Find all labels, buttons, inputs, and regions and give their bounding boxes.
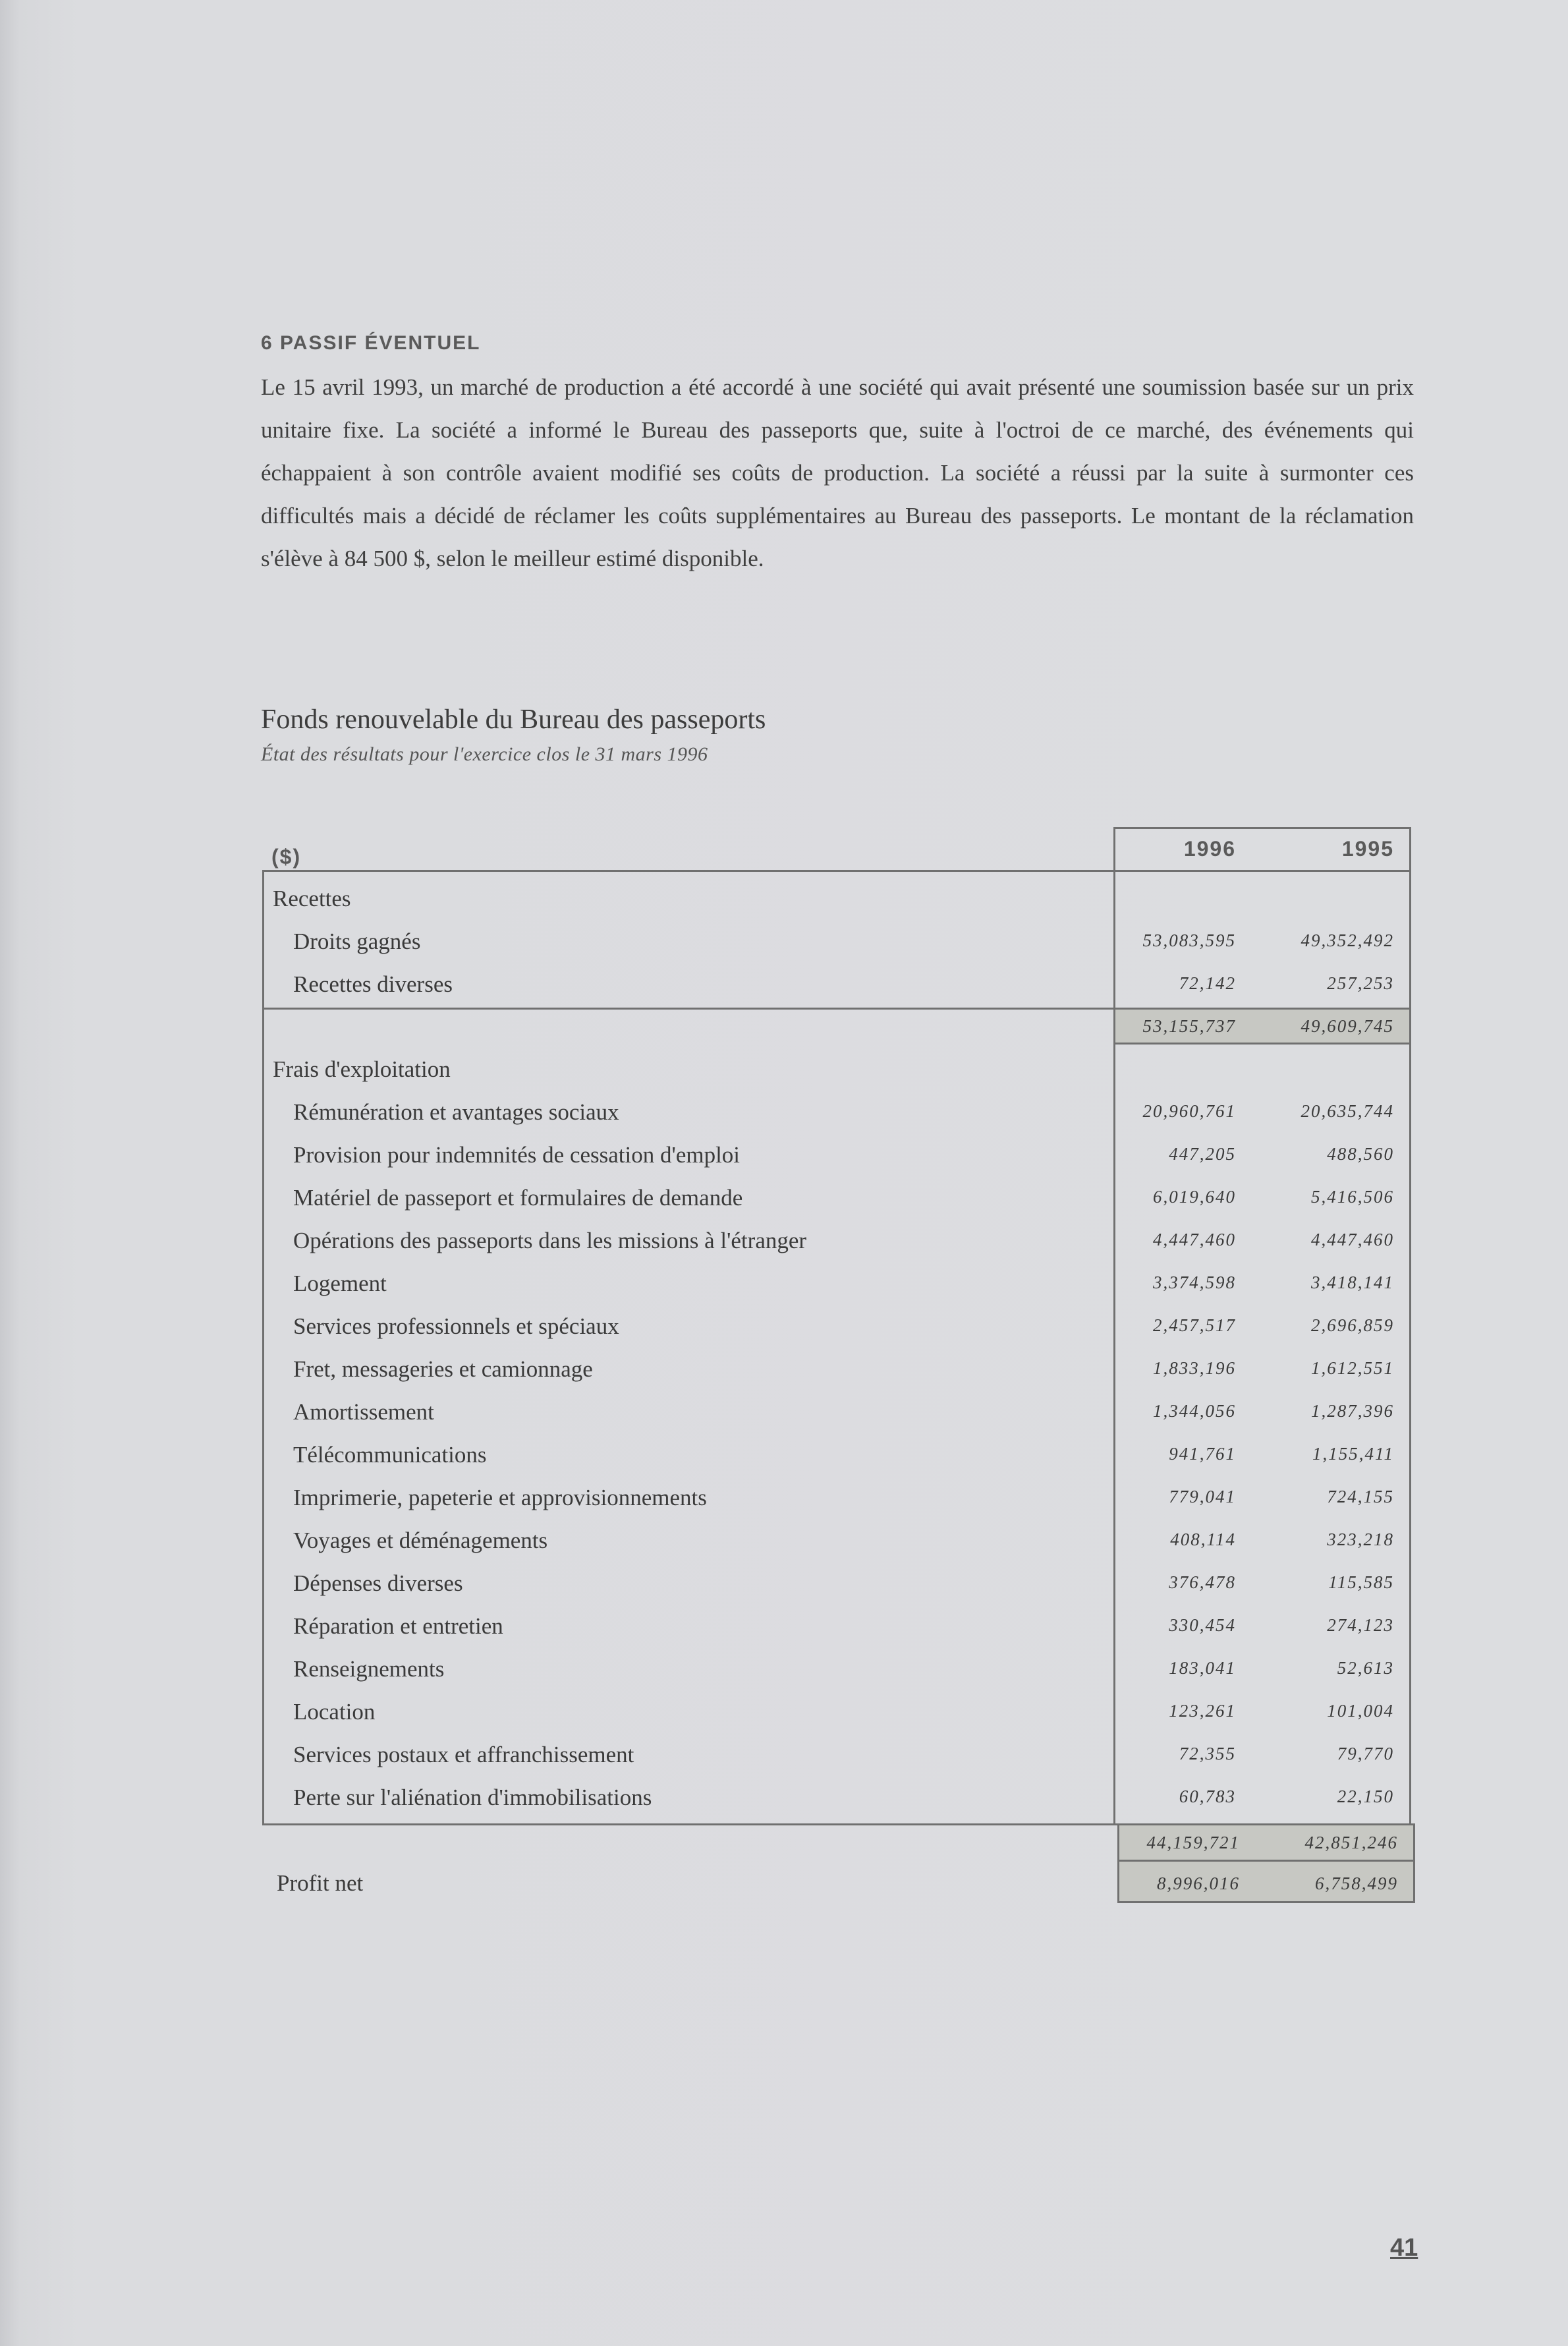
expense-row-label: Rémunération et avantages sociaux [293, 1099, 619, 1125]
expense-row-1996: 123,261 [1169, 1701, 1236, 1721]
expense-row-1995: 20,635,744 [1301, 1101, 1394, 1121]
expense-row-1995: 79,770 [1337, 1744, 1394, 1763]
expense-row-1995: 1,612,551 [1311, 1358, 1394, 1378]
revenue-section-label: Recettes [273, 886, 351, 911]
expense-row-1995: 1,155,411 [1312, 1444, 1394, 1464]
expense-row-1996: 72,355 [1179, 1744, 1236, 1763]
expense-row-1995: 22,150 [1337, 1787, 1394, 1806]
expense-row-1996: 2,457,517 [1153, 1315, 1236, 1335]
expense-row-1995: 488,560 [1327, 1144, 1394, 1164]
expense-row-1996: 20,960,761 [1142, 1101, 1236, 1121]
expense-row-label: Dépenses diverses [293, 1570, 463, 1596]
expenses-section-label: Frais d'exploitation [273, 1056, 451, 1082]
expense-row-1995: 2,696,859 [1311, 1315, 1394, 1335]
statement-subtitle: État des résultats pour l'exercice clos le 31 mars 1996 [261, 743, 708, 765]
expense-row-1995: 3,418,141 [1311, 1273, 1394, 1292]
revenue-row-1996: 53,083,595 [1142, 930, 1236, 950]
year-header-1995: 1995 [1341, 837, 1394, 861]
expense-row-1996: 1,833,196 [1153, 1358, 1236, 1378]
unit-label: ($) [271, 845, 302, 869]
net-profit-1995: 6,758,499 [1315, 1874, 1398, 1893]
expenses-total-1995: 42,851,246 [1304, 1833, 1398, 1852]
expense-row-1995: 5,416,506 [1311, 1187, 1394, 1207]
expense-row-label: Perte sur l'aliénation d'immobilisations [293, 1785, 652, 1810]
expense-row-label: Télécommunications [293, 1442, 487, 1468]
expense-row-label: Services professionnels et spéciaux [293, 1313, 619, 1339]
statement-title: Fonds renouvelable du Bureau des passeports [261, 704, 766, 735]
net-profit-label: Profit net [277, 1870, 364, 1896]
expense-row-1996: 447,205 [1169, 1144, 1236, 1164]
expense-row-label: Renseignements [293, 1656, 445, 1682]
expense-row-1996: 330,454 [1169, 1615, 1236, 1635]
expense-row-1995: 52,613 [1337, 1658, 1394, 1678]
revenue-row-label: Droits gagnés [293, 929, 421, 954]
expense-row-label: Fret, messageries et camionnage [293, 1356, 593, 1382]
revenue-row-1996: 72,142 [1179, 973, 1236, 993]
expense-row-1996: 941,761 [1169, 1444, 1236, 1464]
revenue-total-1995: 49,609,745 [1301, 1016, 1394, 1036]
expense-row-1996: 183,041 [1169, 1658, 1236, 1678]
net-profit-1996: 8,996,016 [1157, 1874, 1240, 1893]
revenue-row-1995: 49,352,492 [1301, 930, 1394, 950]
expense-row-1996: 408,114 [1170, 1530, 1236, 1549]
expense-row-1996: 376,478 [1169, 1572, 1236, 1592]
expense-row-label: Réparation et entretien [293, 1613, 503, 1639]
expense-row-1996: 3,374,598 [1153, 1273, 1236, 1292]
expense-row-label: Matériel de passeport et formulaires de demande [293, 1185, 743, 1211]
expense-row-label: Amortissement [293, 1399, 434, 1425]
expense-row-label: Voyages et déménagements [293, 1528, 548, 1553]
expense-row-label: Provision pour indemnités de cessation d'emploi [293, 1142, 741, 1168]
note-heading: 6 PASSIF ÉVENTUEL [261, 332, 481, 354]
expense-row-1995: 323,218 [1327, 1530, 1394, 1549]
expense-row-1996: 779,041 [1169, 1487, 1236, 1506]
expenses-total-1996: 44,159,721 [1146, 1833, 1240, 1852]
expense-row-1996: 1,344,056 [1153, 1401, 1236, 1421]
expense-row-1995: 724,155 [1327, 1487, 1394, 1506]
year-header-1996: 1996 [1183, 837, 1236, 861]
expense-row-label: Opérations des passeports dans les missions à l'étranger [293, 1228, 807, 1253]
expense-row-1996: 4,447,460 [1153, 1230, 1236, 1249]
expense-row-label: Imprimerie, papeterie et approvisionnements [293, 1485, 707, 1510]
expense-row-1995: 274,123 [1327, 1615, 1394, 1635]
expense-row-1996: 60,783 [1179, 1787, 1236, 1806]
expense-row-1995: 1,287,396 [1311, 1401, 1394, 1421]
note-body: Le 15 avril 1993, un marché de production a été accordé à une société qui avait présenté une soumission basée sur un prix unitaire fixe. La société a informé le Bureau des passeports que, suite à l'octroi de ce marché, des événements qui échappaient à son contrôle avaient modifié ses coûts de production. La société a réussi par la suite à surmonter ces difficultés mais a décidé de réclamer les coûts supplémentaires au Bureau des passeports. Le montant de la réclamation s'élève à 84 500 $, selon le meilleur estimé disponible. [261, 374, 1414, 571]
expense-row-label: Services postaux et affranchissement [293, 1742, 634, 1767]
revenue-row-1995: 257,253 [1327, 973, 1394, 993]
expense-row-label: Logement [293, 1271, 387, 1296]
page-number: 41 [1390, 2234, 1418, 2262]
expense-row-1995: 4,447,460 [1311, 1230, 1394, 1249]
expense-row-1995: 115,585 [1328, 1572, 1394, 1592]
expense-row-1996: 6,019,640 [1153, 1187, 1236, 1207]
expense-row-label: Location [293, 1699, 376, 1725]
expense-row-1995: 101,004 [1327, 1701, 1394, 1721]
revenue-row-label: Recettes diverses [293, 971, 453, 997]
revenue-total-1996: 53,155,737 [1142, 1016, 1236, 1036]
